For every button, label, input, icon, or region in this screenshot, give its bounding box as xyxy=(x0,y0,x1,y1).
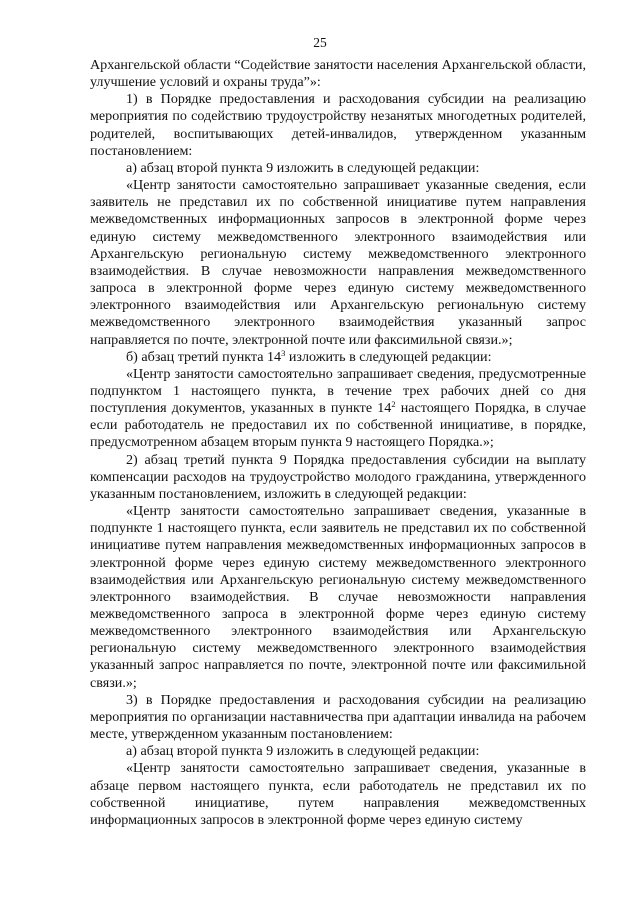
paragraph-6 xyxy=(90,366,586,452)
paragraph-4: «Центр занятости самостоятельно запрашивает указанные сведения, если заявитель не представил их по собственной инициативе путем направления межведомственных информационных запросов в электронной форме через единую систему межведомственного электронного взаимодействия или Архангельскую региональную систему межведомственного электронного взаимодействия. В случае невозможности направления межведомственного запроса в электронной форме через единую систему межведомственного электронного взаимодействия или Архангельскую региональную систему межведомственного электронного взаимодействия указанный запрос направляется по почте, электронной почте или факсимильной связи.»; xyxy=(90,177,586,348)
paragraph-9: 3) в Порядке предоставления и расходования субсидии на реализацию мероприятия по организации наставничества при адаптации инвалида на рабочем месте, утвержденном указанным постановлением: xyxy=(90,691,586,743)
paragraph-8: «Центр занятости самостоятельно запрашивает сведения, указанные в подпункте 1 настоящего пункта, если заявитель не представил их по собственной инициативе путем направления межведомственных информационных запросов в электронной форме через единую систему межведомственного электронного взаимодействия или Архангельскую региональную систему межведомственного электронного взаимодействия. В случае невозможности направления межведомственного запроса в электронной форме через единую систему межведомственного электронного взаимодействия или Архангельскую региональную систему межведомственного электронного взаимодействия указанный запрос направляется по почте, электронной почте или факсимильной связи.»; xyxy=(90,503,586,691)
document-body xyxy=(90,57,586,829)
paragraph-11: «Центр занятости самостоятельно запрашивает сведения, указанные в абзаце первом настоящего пункта, если работодатель не представил их по собственной инициативе, путем направления межведомственных информационных запросов в электронной форме через единую систему xyxy=(90,760,586,828)
superscript-index: 2 xyxy=(391,399,396,410)
paragraph-5-text-end: изложить в следующей редакции: xyxy=(285,348,492,365)
paragraph-5 xyxy=(90,349,586,366)
paragraph-10: а) абзац второй пункта 9 изложить в следующей редакции: xyxy=(126,743,480,760)
paragraph-5-text: б) абзац третий пункта 14 xyxy=(126,348,282,365)
paragraph-6-text: «Центр занятости самостоятельно запрашивает сведения, предусмотренные подпунктом 1 настоящего пункта, в течение трех рабочих дней со дня поступления документов, указанных в пункте 14 xyxy=(90,365,586,417)
paragraph-1: Архангельской области “Содействие занятости населения Архангельской области, улучшение условий и охраны труда”»: xyxy=(90,57,586,91)
paragraph-7: 2) абзац третий пункта 9 Порядка предоставления субсидии на выплату компенсации расходов на трудоустройство молодого гражданина, утвержденного указанным постановлением, изложить в следующей редакции: xyxy=(90,451,586,502)
paragraph-6-text-end: настоящего Порядка, в случае если работодатель не предоставил их по собственной инициативе, в порядке, предусмотренном абзацем вторым пункта 9 настоящего Порядка.»; xyxy=(90,400,586,451)
superscript-index: 3 xyxy=(281,347,286,358)
paragraph-3: а) абзац второй пункта 9 изложить в следующей редакции: xyxy=(126,159,480,176)
page-number: 25 xyxy=(313,35,327,50)
paragraph-2: 1) в Порядке предоставления и расходования субсидии на реализацию мероприятия по содействию трудоустройству незанятых многодетных родителей, родителей, воспитывающих детей-инвалидов, утвержденном указанным постановлением: xyxy=(90,91,586,159)
